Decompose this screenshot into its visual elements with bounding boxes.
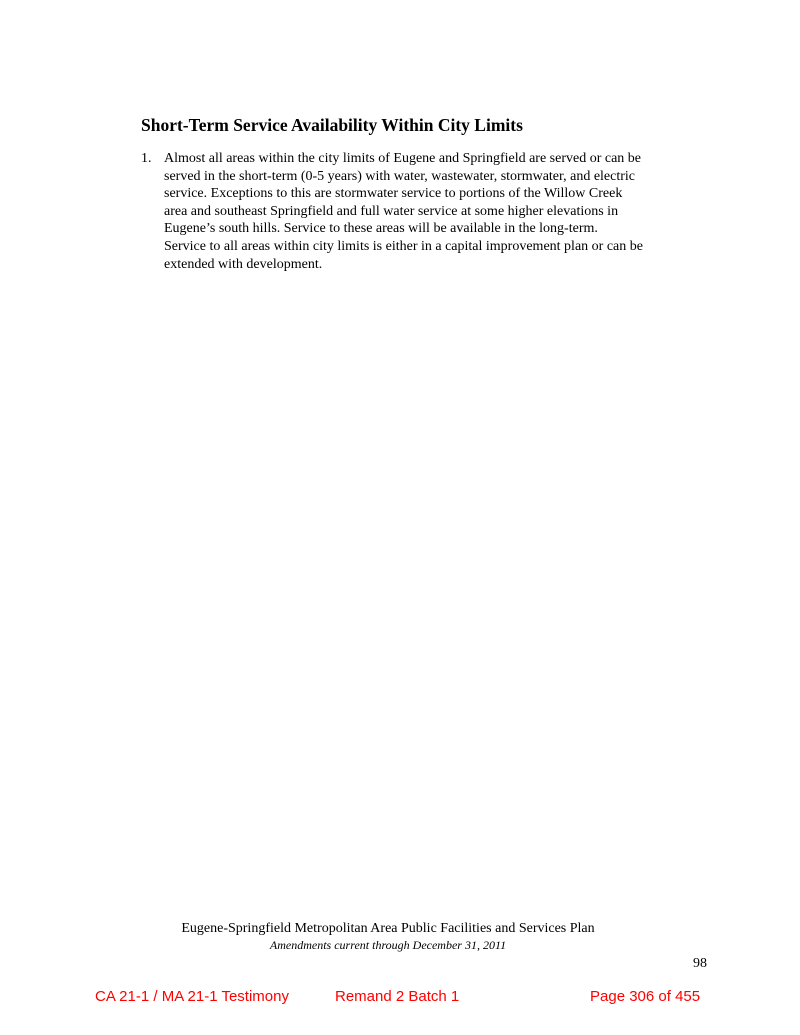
item-paragraph <box>164 150 716 273</box>
stamp-testimony-label: CA 21-1 / MA 21-1 Testimony <box>95 988 289 1005</box>
stamp-batch-label: Remand 2 Batch 1 <box>335 988 460 1005</box>
paragraph-line: Service to all areas within city limits is either in a capital improvement plan or can be <box>164 238 643 254</box>
page-number: 98 <box>693 956 707 971</box>
paragraph-line: extended with development. <box>164 256 323 272</box>
paragraph-line: served in the short-term (0-5 years) with water, wastewater, stormwater, and electric <box>164 168 636 184</box>
paragraph-line: Eugene’s south hills. Service to these areas will be available in the long-term. <box>164 221 598 237</box>
stamp-page-count: Page 306 of 455 <box>590 988 701 1005</box>
paragraph-line: area and southeast Springfield and full water service at some higher elevations in <box>164 203 619 219</box>
paragraph-line: service. Exceptions to this are stormwater service to portions of the Willow Creek <box>164 186 623 202</box>
paragraph-line: Almost all areas within the city limits of Eugene and Springfield are served or can be <box>164 151 642 166</box>
footer-document-title: Eugene-Springfield Metropolitan Area Public Facilities and Services Plan <box>181 921 595 936</box>
item-number: 1. <box>141 151 152 166</box>
footer-amendment-note: Amendments current through December 31, 2011 <box>269 938 507 952</box>
numbered-list-item <box>141 150 716 273</box>
section-heading: Short-Term Service Availability Within City Limits <box>141 115 523 135</box>
